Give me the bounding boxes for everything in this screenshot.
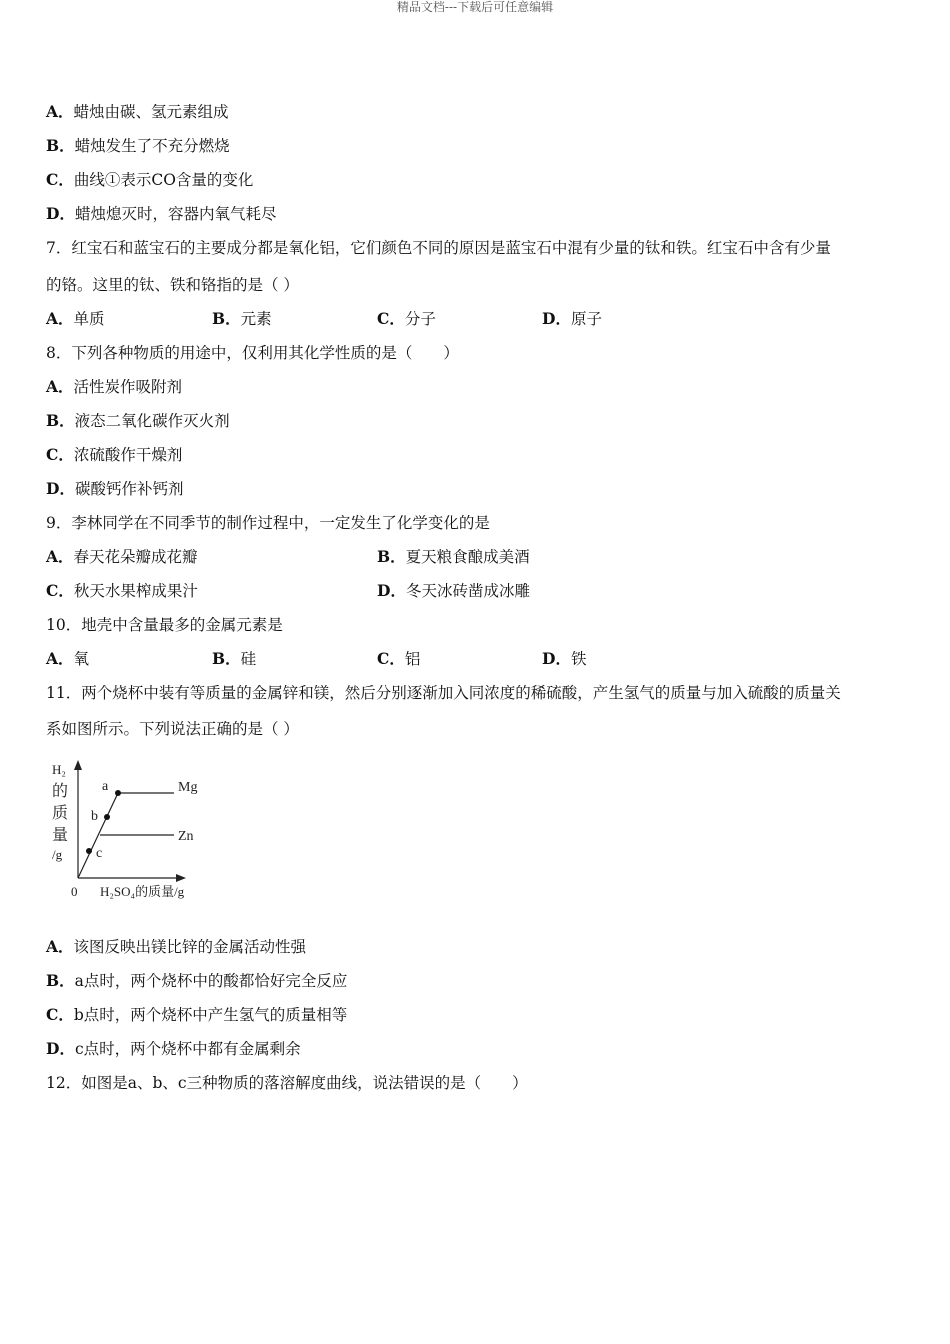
q9-stem: 9．李林同学在不同季节的制作过程中，一定发生了化学变化的是 [46, 514, 490, 532]
y-axis-label-char-2: 质 [52, 805, 69, 822]
q11-option-a: A．该图反映出镁比锌的金属活动性强 [46, 937, 307, 956]
y-axis-arrow [74, 760, 82, 770]
point-a-label: a [102, 779, 109, 794]
q10-option-a: A．氧 [46, 649, 90, 668]
q11-option-d: D．c点时，两个烧杯中都有金属剩余 [46, 1039, 301, 1058]
q9-option-d: D．冬天冰砖凿成冰雕 [377, 581, 530, 600]
q11-stem-line2: 系如图所示。下列说法正确的是（ ） [46, 720, 299, 738]
point-a [115, 790, 121, 796]
q12-stem: 12．如图是a、b、c三种物质的落溶解度曲线，说法错误的是（ ） [46, 1074, 528, 1092]
q7-stem-line1: 7．红宝石和蓝宝石的主要成分都是氧化铝，它们颜色不同的原因是蓝宝石中混有少量的钛和铁。红宝石中含有少量 [46, 239, 831, 257]
q9-option-a: A．春天花朵瓣成花瓣 [46, 547, 198, 566]
q7-option-d: D．原子 [542, 309, 602, 328]
q11-figure [46, 758, 226, 908]
x-axis-arrow [176, 874, 186, 882]
q10-option-b: B．硅 [212, 649, 257, 668]
y-axis-label-char-3: 量 [52, 827, 69, 844]
q9-option-b: B．夏天粮食酿成美酒 [377, 547, 530, 566]
q7-stem-line2: 的铬。这里的钛、铁和铬指的是（ ） [46, 276, 299, 294]
point-c [86, 848, 92, 854]
point-c-label: c [96, 846, 103, 861]
origin-label: 0 [71, 884, 78, 899]
q10-option-c: C．铝 [377, 649, 421, 668]
q11-stem-line1: 11．两个烧杯中装有等质量的金属锌和镁，然后分别逐渐加入同浓度的稀硫酸，产生氢气的质量与加入硫酸的质量关 [46, 684, 841, 702]
q10-option-d: D．铁 [542, 649, 587, 668]
y-axis-label-char-1: 的 [52, 783, 69, 800]
q6-option-d: D．蜡烛熄灭时，容器内氧气耗尽 [46, 204, 277, 223]
point-b-label: b [91, 809, 98, 824]
q7-option-c: C．分子 [377, 309, 436, 328]
q6-option-b: B．蜡烛发生了不充分燃烧 [46, 136, 230, 155]
page-header: 精品文档---下载后可任意编辑 [396, 0, 554, 14]
q7-option-a: A．单质 [46, 309, 105, 328]
q10-stem: 10．地壳中含量最多的金属元素是 [46, 616, 283, 634]
point-b [104, 814, 110, 820]
q8-option-d: D．碳酸钙作补钙剂 [46, 479, 184, 498]
y-axis-unit: /g [52, 847, 63, 862]
x-axis-label: H₂SO₄的质量/g [100, 884, 185, 899]
q8-option-c: C．浓硫酸作干燥剂 [46, 445, 183, 464]
q11-option-b: B．a点时，两个烧杯中的酸都恰好完全反应 [46, 971, 348, 990]
q8-stem: 8．下列各种物质的用途中，仅利用其化学性质的是（ ） [46, 344, 459, 362]
q6-option-c: C．曲线①表示CO含量的变化 [46, 170, 254, 189]
q11-graph [46, 758, 226, 908]
q8-option-b: B．液态二氧化碳作灭火剂 [46, 411, 230, 430]
q6-option-a: A．蜡烛由碳、氢元素组成 [46, 102, 229, 121]
q7-option-b: B．元素 [212, 309, 272, 328]
q8-option-a: A．活性炭作吸附剂 [46, 377, 183, 396]
y-axis-label-top: H₂ [52, 762, 66, 777]
q11-option-c: C．b点时，两个烧杯中产生氢气的质量相等 [46, 1005, 348, 1024]
q9-option-c: C．秋天水果榨成果汁 [46, 581, 198, 600]
series-mg-label: Mg [178, 780, 198, 795]
series-zn-label: Zn [178, 829, 194, 844]
